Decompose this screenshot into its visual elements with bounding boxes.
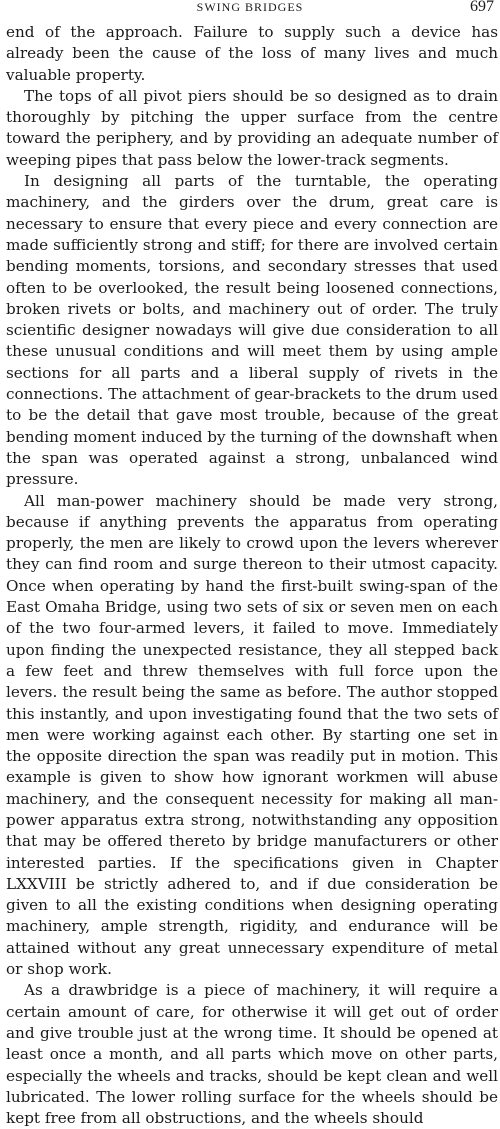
body-text <box>6 22 498 1129</box>
paragraph-turntable-design: In designing all parts of the turntable, the operating machinery, and the girders over the drum, great care is necessary to ensure that every piece and every connection are made sufficiently strong and stiff; for there are involved certain bending moments, torsions, and secondary stresses that used often to be overlooked, the result being loosened connections, broken rivets or bolts, and machinery out of order. The truly scientific designer nowadays will give due consideration to all these unusual conditions and will meet them by using ample sections for all parts and a liberal supply of rivets in the connections. The attachment of gear-brackets to the drum used to be the detail that gave most trouble, because of the great bending moment induced by the turning of the downshaft when the span was operated against a strong, unbalanced wind pressure. <box>6 172 498 489</box>
paragraph-drawbridge-care: As a drawbridge is a piece of machinery, it will require a certain amount of care, for otherwise it will get out of order and give trouble just at the wrong time. It should be opened at least once a month, and all parts which move on other parts, especially the wheels and tracks, should be kept clean and well lubricated. The lower rolling surface for the wheels should be kept free from all obstructions, and the wheels should <box>6 981 498 1128</box>
page-header <box>0 0 500 20</box>
page-number: 697 <box>470 0 494 15</box>
running-title: SWING BRIDGES <box>196 0 304 14</box>
paragraph-continuation: end of the approach. Failure to supply such a device has already been the cause of the loss of many lives and much valuable property. <box>6 23 498 84</box>
paragraph-pivot-piers: The tops of all pivot piers should be so designed as to drain thoroughly by pitching the upper surface from the centre toward the periphery, and by providing an adequate number of weeping pipes that pass below the lower-track segments. <box>6 86 498 169</box>
paragraph-man-power-machinery: All man-power machinery should be made very strong, because if anything prevents the apparatus from operating properly, the men are likely to crowd upon the levers wherever they can find room and surge thereon to their utmost capacity. Once when operating by hand the first-built swing-span of the East Omaha Bridge, using two sets of six or seven men on each of the two four-armed levers, it failed to move. Immediately upon finding the unexpected resistance, they all stepped back a few feet and threw themselves with full force upon the levers. the result being the same as before. The author stopped this instantly, and upon investigating found that the two sets of men were working against each other. By starting one set in the opposite direction the span was readily put in motion. This example is given to show how ignorant workmen will abuse machinery, and the consequent necessity for making all man-power apparatus extra strong, notwithstanding any opposition that may be offered thereto by bridge manufacturers or other interested parties. If the specifications given in Chapter LXXVIII be strictly adhered to, and if due consideration be given to all the existing conditions when designing operating machinery, ample strength, rigidity, and endurance will be attained without any great unnecessary expenditure of metal or shop work. <box>6 491 498 979</box>
